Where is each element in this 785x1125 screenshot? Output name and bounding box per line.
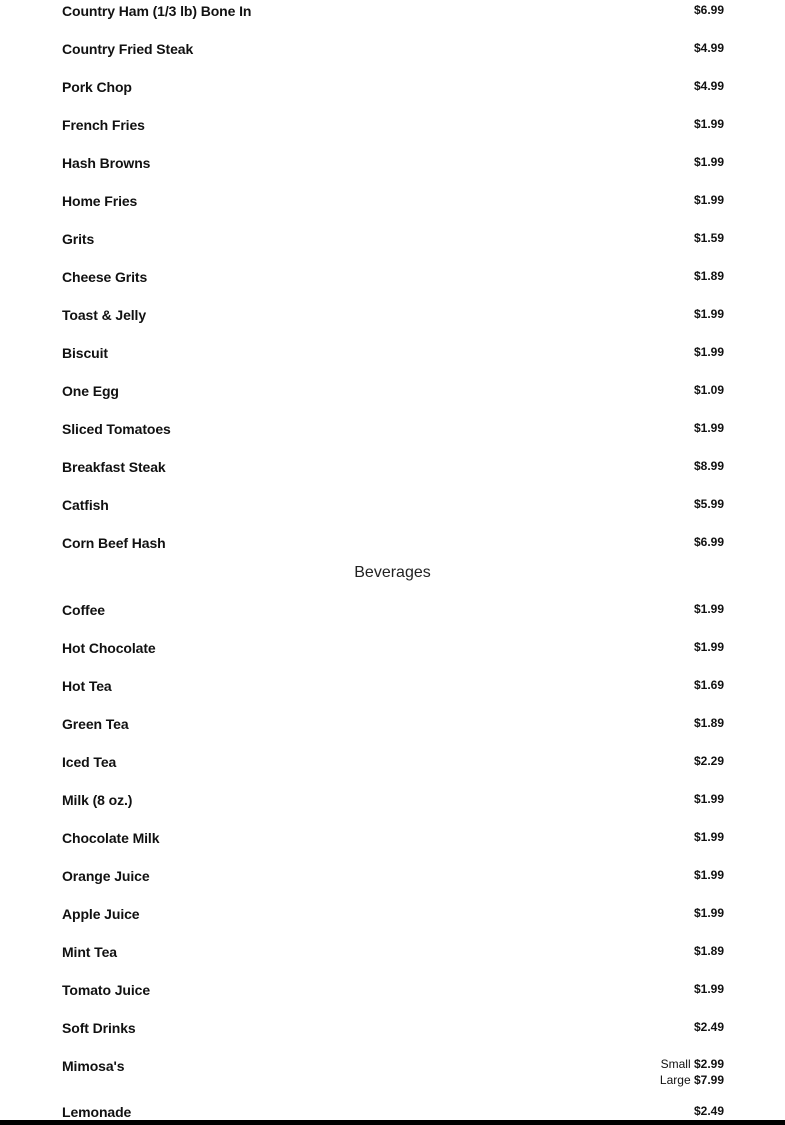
menu-item bbox=[0, 410, 785, 448]
item-name: Biscuit bbox=[62, 345, 108, 361]
item-name: Sliced Tomatoes bbox=[62, 421, 171, 437]
item-price: $2.49 bbox=[693, 1020, 724, 1034]
item-name: Chocolate Milk bbox=[62, 830, 160, 846]
item-price: $1.59 bbox=[693, 231, 724, 245]
item-name: Hash Browns bbox=[62, 155, 151, 171]
menu-item bbox=[0, 933, 785, 971]
menu-item bbox=[0, 220, 785, 258]
item-name: Lemonade bbox=[62, 1104, 132, 1120]
item-price: $1.99 bbox=[693, 345, 724, 359]
item-price: $4.99 bbox=[693, 79, 724, 93]
item-price: $6.99 bbox=[693, 535, 724, 549]
item-price: $1.99 bbox=[693, 307, 724, 321]
menu-item bbox=[0, 106, 785, 144]
item-price: $1.99 bbox=[693, 906, 724, 920]
item-name: French Fries bbox=[62, 117, 145, 133]
item-price: $2.49 bbox=[693, 1104, 724, 1118]
item-name: Green Tea bbox=[62, 716, 129, 732]
item-name: Milk (8 oz.) bbox=[62, 792, 133, 808]
menu-item bbox=[0, 448, 785, 486]
menu-item bbox=[0, 182, 785, 220]
menu-item bbox=[0, 895, 785, 933]
item-price: $1.99 bbox=[693, 640, 724, 654]
item-price: $2.29 bbox=[693, 754, 724, 768]
item-name: Grits bbox=[62, 231, 95, 247]
item-name: Country Fried Steak bbox=[62, 41, 194, 57]
item-price: $1.89 bbox=[693, 716, 724, 730]
item-price: $1.99 bbox=[693, 193, 724, 207]
size-price: $7.99 bbox=[693, 1073, 724, 1087]
menu-item bbox=[0, 667, 785, 705]
item-name: Pork Chop bbox=[62, 79, 132, 95]
item-name: Mimosa's bbox=[62, 1058, 125, 1074]
menu-item bbox=[0, 372, 785, 410]
menu-item bbox=[0, 591, 785, 629]
menu-item bbox=[0, 1009, 785, 1047]
menu-item bbox=[0, 296, 785, 334]
item-price: $1.89 bbox=[693, 944, 724, 958]
item-name: Apple Juice bbox=[62, 906, 140, 922]
item-price: $1.99 bbox=[693, 830, 724, 844]
menu-item bbox=[0, 971, 785, 1009]
menu-item bbox=[0, 705, 785, 743]
item-name: Iced Tea bbox=[62, 754, 117, 770]
item-name: Coffee bbox=[62, 602, 105, 618]
menu-item bbox=[0, 1093, 785, 1120]
item-name: Catfish bbox=[62, 497, 109, 513]
item-price: $6.99 bbox=[693, 3, 724, 17]
size-price: $2.99 bbox=[693, 1057, 724, 1071]
item-price: $1.99 bbox=[693, 155, 724, 169]
item-name: Toast & Jelly bbox=[62, 307, 147, 323]
menu-item-multi-size bbox=[0, 1047, 785, 1093]
size-price-list bbox=[660, 1056, 724, 1088]
item-price: $4.99 bbox=[693, 41, 724, 55]
item-price: $1.99 bbox=[693, 868, 724, 882]
menu-item bbox=[0, 819, 785, 857]
bottom-bar bbox=[0, 1120, 785, 1125]
item-name: Home Fries bbox=[62, 193, 138, 209]
item-price: $1.99 bbox=[693, 421, 724, 435]
menu-section-beverages bbox=[0, 562, 785, 1120]
menu-section-sides bbox=[0, 0, 785, 562]
item-price: $8.99 bbox=[693, 459, 724, 473]
menu-item bbox=[0, 743, 785, 781]
item-name: Orange Juice bbox=[62, 868, 150, 884]
menu-item bbox=[0, 524, 785, 562]
item-name: Hot Tea bbox=[62, 678, 112, 694]
menu-item bbox=[0, 781, 785, 819]
menu-item bbox=[0, 334, 785, 372]
size-label: Small bbox=[660, 1057, 691, 1071]
size-price-line bbox=[660, 1056, 724, 1072]
size-price-line bbox=[660, 1072, 724, 1088]
item-price: $1.99 bbox=[693, 792, 724, 806]
item-price: $1.69 bbox=[693, 678, 724, 692]
item-price: $1.89 bbox=[693, 269, 724, 283]
item-name: Cheese Grits bbox=[62, 269, 148, 285]
item-name: Tomato Juice bbox=[62, 982, 151, 998]
item-name: Mint Tea bbox=[62, 944, 117, 960]
item-name: Corn Beef Hash bbox=[62, 535, 166, 551]
item-price: $1.99 bbox=[693, 602, 724, 616]
item-price: $1.99 bbox=[693, 117, 724, 131]
item-name: One Egg bbox=[62, 383, 119, 399]
section-heading: Beverages bbox=[354, 564, 431, 581]
menu-item bbox=[0, 68, 785, 106]
item-price: $5.99 bbox=[693, 497, 724, 511]
item-name: Soft Drinks bbox=[62, 1020, 136, 1036]
item-name: Country Ham (1/3 lb) Bone In bbox=[62, 3, 252, 19]
item-name: Breakfast Steak bbox=[62, 459, 166, 475]
menu-item bbox=[0, 144, 785, 182]
item-price: $1.99 bbox=[693, 982, 724, 996]
menu-item bbox=[0, 486, 785, 524]
size-label: Large bbox=[659, 1073, 691, 1087]
item-name: Hot Chocolate bbox=[62, 640, 156, 656]
menu-item bbox=[0, 629, 785, 667]
item-price: $1.09 bbox=[693, 383, 724, 397]
menu-item bbox=[0, 258, 785, 296]
menu-item bbox=[0, 857, 785, 895]
menu-item bbox=[0, 0, 785, 30]
menu-item bbox=[0, 30, 785, 68]
